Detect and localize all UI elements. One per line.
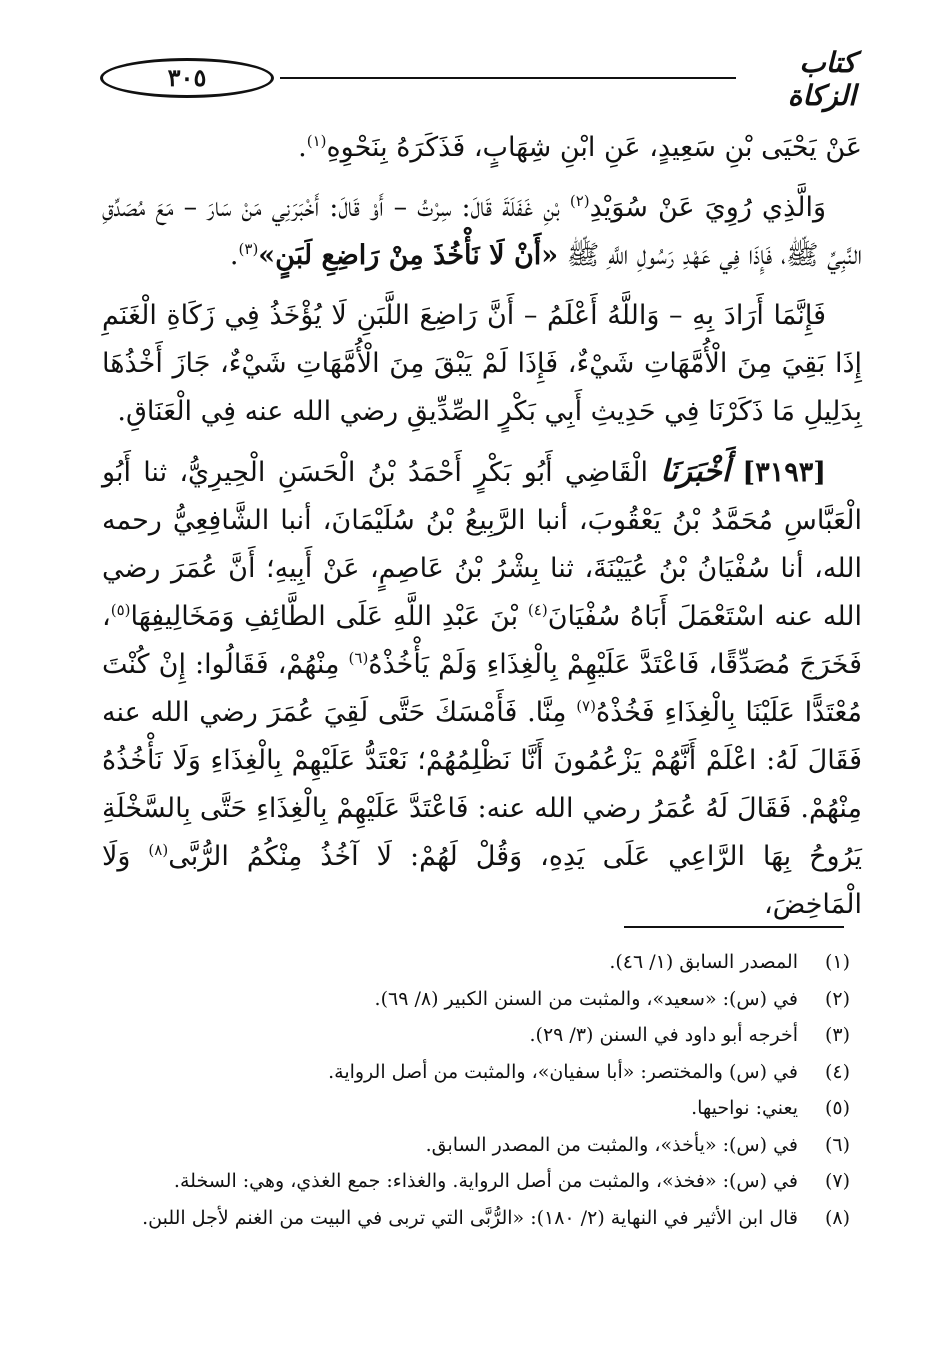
paragraph-4-text-d: مِنْهُمْ، فَقَالُوا: إِنْ كُنْتَ مُعْتَدًّا عَلَيْنَا بِالْغِذَاءِ فَخُذْهُ: [102, 649, 862, 728]
footnote-ref-5: (٥): [110, 601, 131, 619]
hadith-number: [٣١٩٣]: [742, 457, 826, 488]
footnote-ref-6: (٦): [348, 649, 369, 667]
footnote-number: (٦): [824, 1133, 850, 1156]
footnote-ref-3: (٣): [238, 240, 259, 258]
footnote-item: [102, 981, 850, 1018]
paragraph-4-text-a: الْقَاضِي أَبُو بَكْرٍ أَحْمَدُ بْنُ الْحَسَنِ الْحِيرِيُّ، ثنا أَبُو الْعَبَّاسِ مُحَمَّدُ بْنُ يَعْقُوبَ، أنبا الرَّبِيعُ بْنُ سُلَيْمَانَ، أنبا الشَّافِعِيُّ رحمه الله، أنا سُفْيَانُ بْنُ عُيَيْنَةَ، ثنا بِشْرُ بْنُ عَاصِمٍ، عَنْ أَبِيهِ؛ أَنَّ عُمَرَ رضي الله عنه اسْتَعْمَلَ أَبَاهُ سُفْيَانَ: [102, 457, 862, 632]
paragraph-2: [102, 184, 862, 280]
footnotes: [102, 944, 850, 1236]
footnote-text: في (س): «سعيد»، والمثبت من السنن الكبير (٨/ ٦٩).: [374, 987, 798, 1010]
paragraph-1-end: .: [298, 132, 307, 163]
paragraph-4-text-e: مِنَّا. فَأَمْسَكَ حَتَّى لَقِيَ عُمَرَ رضي الله عنه فَقَالَ لَهُ: اعْلَمْ أَنَّهُمْ يَزْعُمُونَ أَنَّا نَظْلِمُهُمْ؛ نَعْتَدُّ عَلَيْهِمْ بِالْغِذَاءِ وَلَا نَأْخُذُهُ مِنْهُمْ. فَقَالَ لَهُ عُمَرُ رضي الله عنه: فَاعْتَدَّ عَلَيْهِمْ بِالْغِذَاءِ حَتَّى بِالسَّخْلَةِ يَرُوحُ بِهَا الرَّاعِي عَلَى يَدِهِ، وَقُلْ لَهُمْ: لَا آخُذُ مِنْكُمُ الرُّبَّى: [102, 697, 862, 872]
header-rule: [280, 77, 736, 79]
book-title: كتاب الزكاة: [787, 46, 856, 112]
footnote-text: في (س): «فخذ»، والمثبت من أصل الرواية. والغذاء: جمع الغذي، وهي: السخلة.: [173, 1170, 798, 1192]
footnote-text: في (س): «يأخذ»، والمثبت من المصدر السابق.: [425, 1133, 798, 1156]
paragraph-4: [102, 448, 862, 929]
footnote-number: (٤): [824, 1060, 850, 1083]
footnote-text: في (س) والمختصر: «أبا سفيان»، والمثبت من أصل الرواية.: [328, 1060, 798, 1083]
footnote-ref-1: (١): [306, 132, 327, 150]
footnote-item: [102, 1200, 850, 1237]
paragraph-4-text-c: ، فَخَرَجَ مُصَدِّقًا، فَاعْتَدَّ عَلَيْهِمْ بِالْغِذَاءِ وَلَمْ يَأْخُذْهُ: [102, 601, 862, 680]
footnote-ref-4: (٤): [527, 601, 548, 619]
footnote-number: (٥): [824, 1097, 850, 1119]
footnote-divider: [624, 926, 844, 928]
footnote-item: [102, 1127, 850, 1164]
paragraph-4-text-f: وَلَا الْمَاخِضَ،: [102, 841, 862, 920]
footnote-item: [102, 1054, 850, 1091]
paragraph-2-text-a: وَالَّذِي رُوِيَ عَنْ سُوَيْدِ: [589, 192, 827, 223]
paragraph-1: [102, 124, 862, 172]
footnote-number: (٣): [824, 1024, 850, 1046]
footnote-text: أخرجه أبو داود في السنن (٣/ ٢٩).: [529, 1024, 798, 1046]
footnote-number: (١): [824, 951, 850, 973]
paragraph-2-end: .: [229, 240, 239, 271]
footnote-number: (٢): [824, 987, 850, 1010]
footnote-ref-7: (٧): [576, 697, 596, 715]
footnote-item: [102, 944, 850, 981]
footnote-ref-8: (٨): [148, 841, 169, 859]
akhbarana-word: أَخْبَرَنَا: [660, 454, 731, 489]
paragraph-4-text-b: بْنَ عَبْدِ اللَّهِ عَلَى الطَّائِفِ وَمَخَالِيفِهَا: [130, 601, 528, 632]
footnote-item: [102, 1090, 850, 1127]
main-text: [102, 124, 862, 941]
footnote-number: (٧): [824, 1170, 850, 1192]
footnote-item: [102, 1163, 850, 1200]
footnote-item: [102, 1017, 850, 1054]
footnote-number: (٨): [824, 1206, 850, 1229]
page-number: ٣٠٥: [100, 58, 274, 98]
footnote-text: المصدر السابق (١/ ٤٦).: [609, 951, 798, 973]
hadith-quote: «أَنْ لَا نَأْخُذَ مِنْ رَاضِعِ لَبَنٍ»: [258, 240, 559, 271]
footnote-text: قال ابن الأثير في النهاية (٢/ ١٨٠): «الرُّبَّى التي تربى في البيت من الغنم لأجل اللبن.: [142, 1206, 798, 1229]
paragraph-3-text: فَإِنَّمَا أَرَادَ بِهِ – وَاللَّهُ أَعْلَمُ – أَنَّ رَاضِعَ اللَّبَنِ لَا يُؤْخَذُ فِي زَكَاةِ الْغَنَمِ إِذَا بَقِيَ مِنَ الْأُمَّهَاتِ شَيْءٌ، فَإِذَا لَمْ يَبْقَ مِنَ الْأُمَّهَاتِ شَيْءٌ، جَازَ أَخْذُهَا بِدَلِيلِ مَا ذَكَرْنَا فِي حَدِيثِ أَبِي بَكْرٍ الصِّدِّيقِ رضي الله عنه فِي الْعَنَاقِ.: [102, 300, 862, 427]
paragraph-1-text: عَنْ يَحْيَى بْنِ سَعِيدٍ، عَنِ ابْنِ شِهَابٍ، فَذَكَرَهُ بِنَحْوِهِ: [326, 132, 862, 163]
footnote-ref-2: (٢): [569, 192, 590, 210]
paragraph-2-text-b: بْنِ غَفَلَةَ قَالَ: سِرْتُ – أَوْ قَالَ: أَخْبَرَنِي مَنْ سَارَ – مَعَ مُصَدِّقِ النَّبِيِّ ﷺ، فَإِذَا فِي عَهْدِ رَسُولِ اللَّهِ ﷺ: [102, 192, 862, 271]
footnote-text: يعني: نواحيها.: [691, 1097, 798, 1119]
page-header: [96, 44, 856, 112]
paragraph-3: [102, 292, 862, 436]
